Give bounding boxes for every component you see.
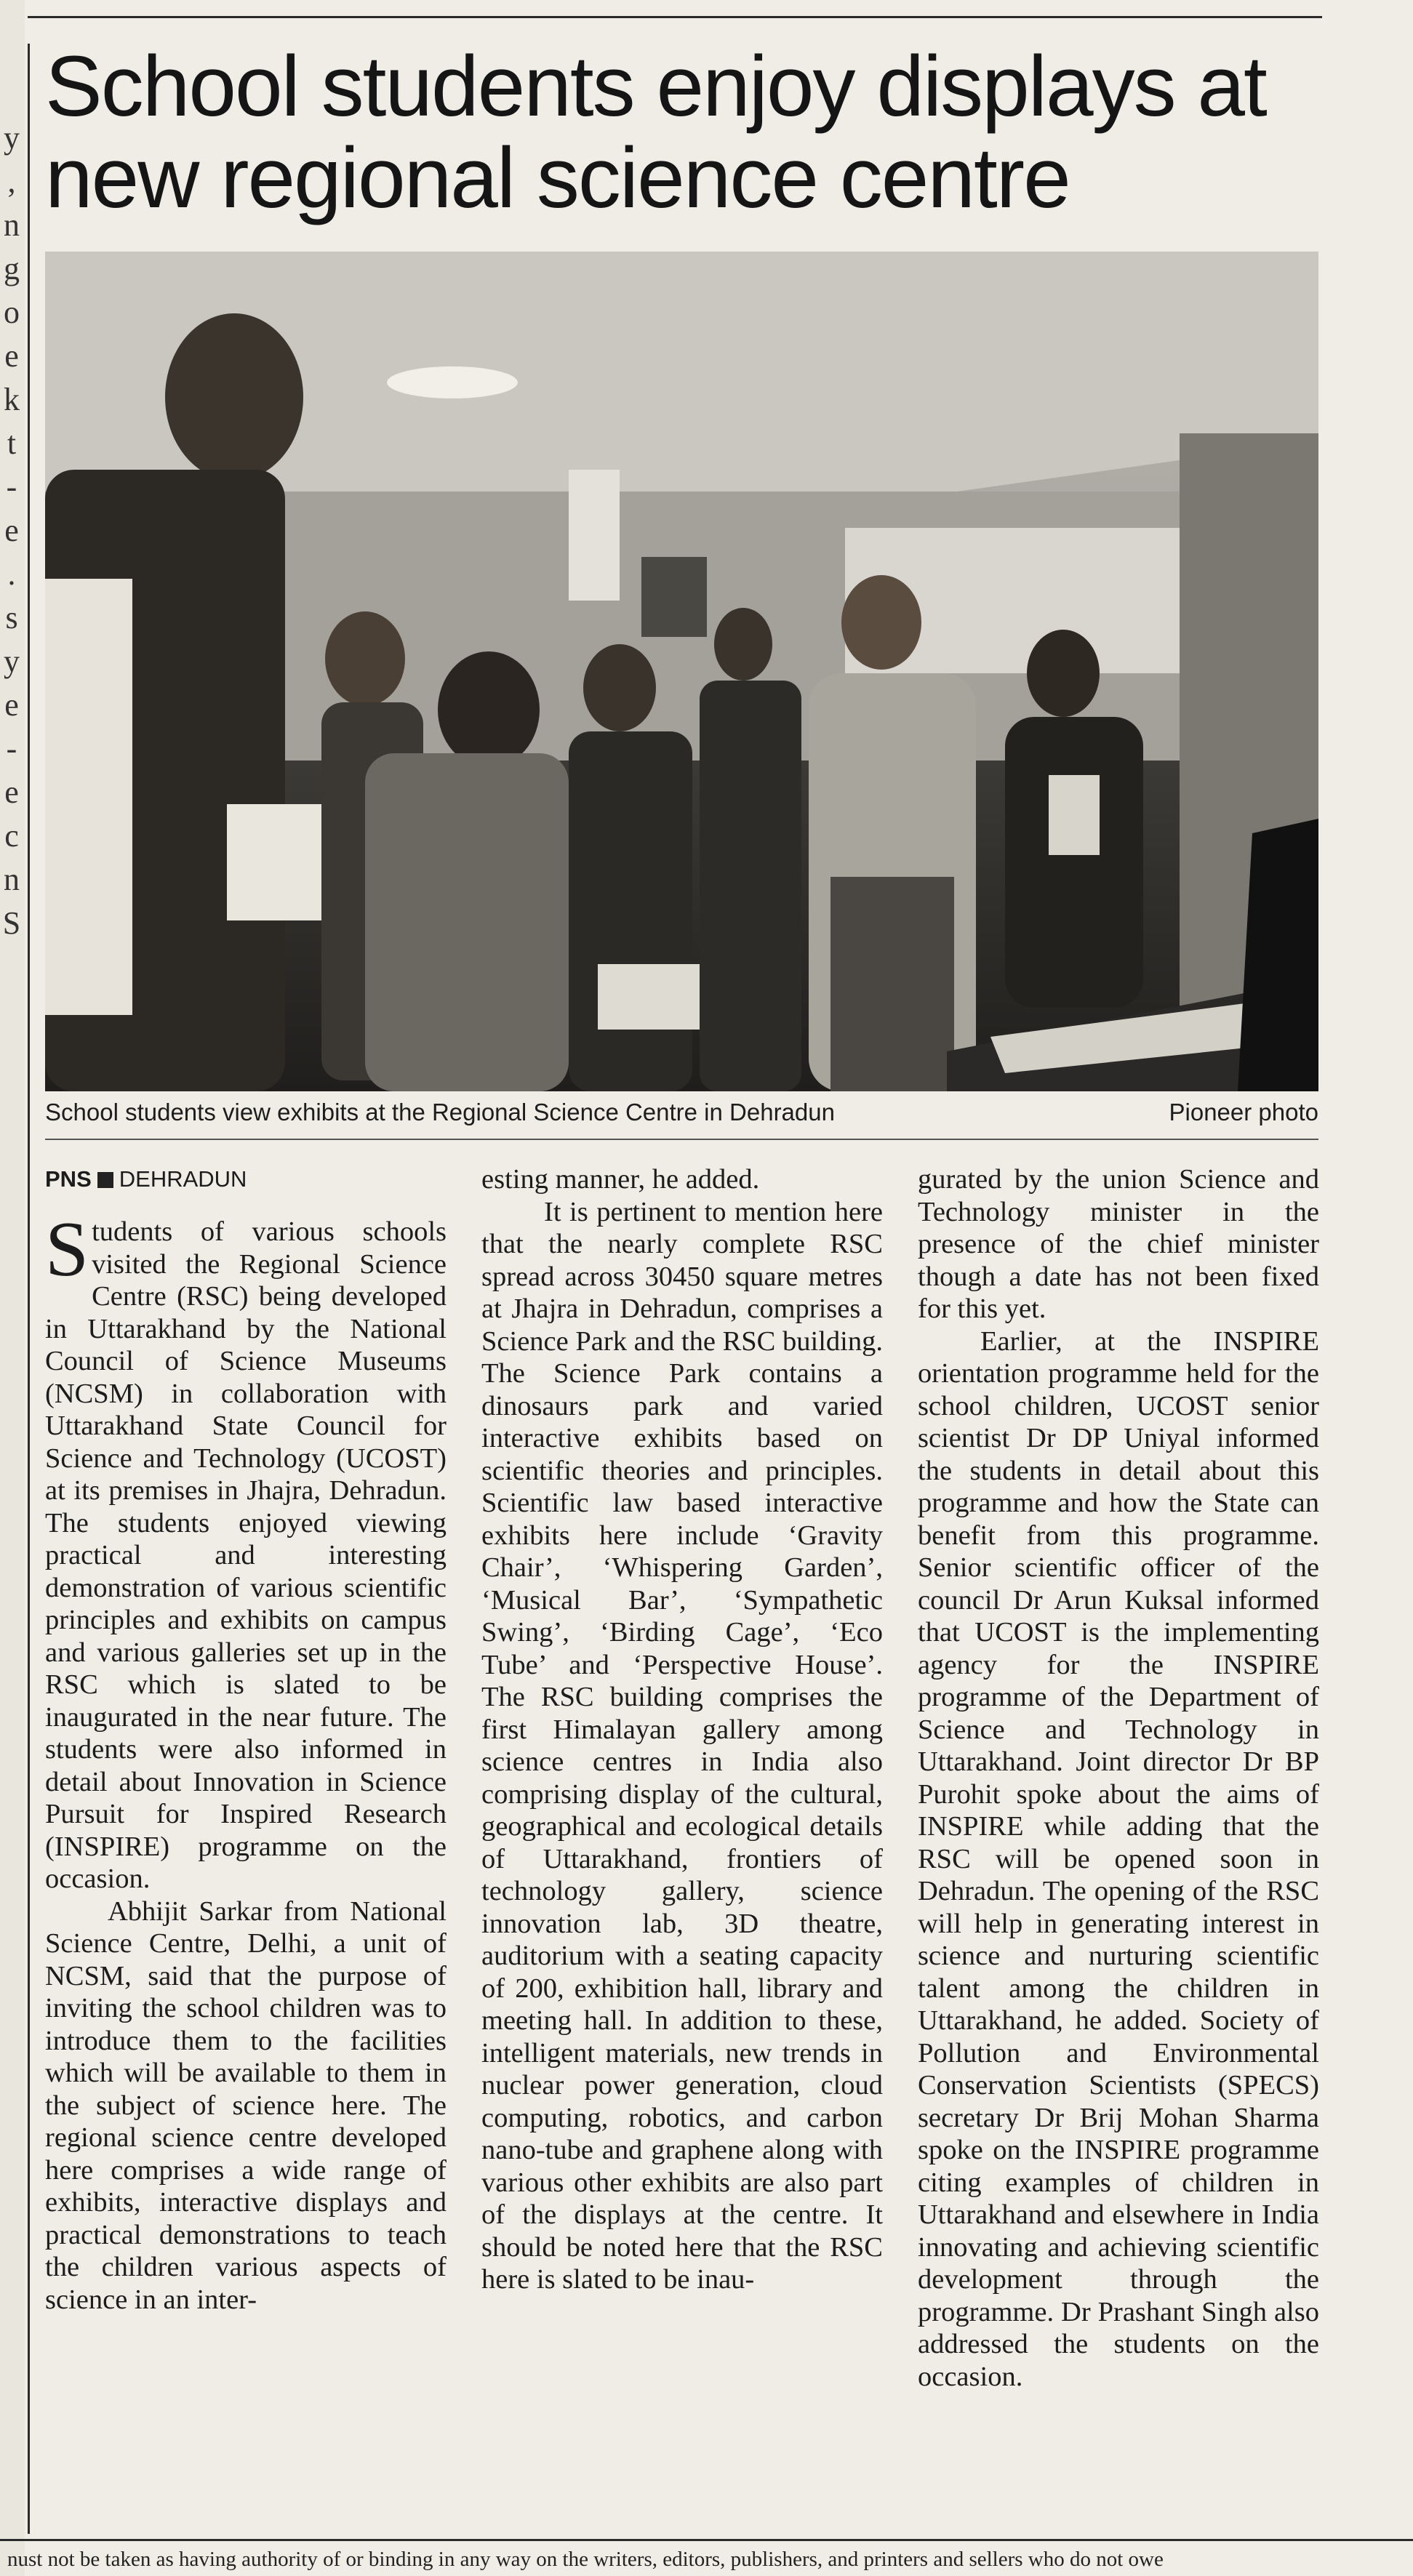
footer-disclaimer: nust not be taken as having authority of or binding in any way on the writers, editors, publishers, and printers and sellers who do not owe [7,2548,1164,2571]
paragraph: esting manner, he added. [481,1164,760,1195]
paragraph: Earlier, at the INSPIRE orientation programme held for the school children, UCOST senior scientist Dr DP Uniyal informed the students in detail about this programme and how the State can benefit from this programme. Senior scientific officer of the council Dr Arun Kuksal informed that UCOST is the implementing agency for the INSPIRE programme of the Department of Science and Technology in Uttarakhand. Joint director Dr BP Purohit spoke about the aims of INSPIRE while adding that the RSC will be opened soon in Dehradun. The opening of the RSC will help in generating interest in science and nurturing scientific talent among the children in Uttarakhand, he added. Society of Pollution and Environmental Conservation Scientists (SPECS) secretary Dr Brij Mohan Sharma spoke on the INSPIRE programme citing examples of children in Uttarakhand and elsewhere in India innovating and achieving scientific development through the programme. Dr Prashant Singh also addressed the students on the occasion. [918,1325,1319,2392]
article-column-3 [918,1163,1319,2393]
photo-illustration [45,252,1318,1091]
dateline [45,1163,447,1195]
paragraph: It is pertinent to mention here that the nearly complete RSC spread across 30450 square metres at Jhajra in Dehradun, comprises a Science Park and the RSC building. The Science Park contains a dinosaurs park and varied interactive exhibits based on scientific theories and principles. Scientific law based interactive exhibits here include ‘Gravity Chair’, ‘Whispering Garden’, ‘Musical Bar’, ‘Sympathetic Swing’, ‘Birding Cage’, ‘Eco Tube’ and ‘Perspective House’. The RSC building comprises the first Himalayan gallery among science centres in India also comprising display of the cultural, geographical and ecological details of Uttarakhand, frontiers of technology gallery, science innovation lab, 3D theatre, auditorium with a seating capacity of 200, exhibition hall, library and meeting hall. In addition to these, intelligent materials, new trends in nuclear power generation, cloud computing, robotics, and carbon nano-tube and graphene along with various other exhibits are also part of the displays at the centre. It should be noted here that the RSC here is slated to be inau- [481,1196,883,2295]
paragraph: Abhijit Sarkar from National Science Centre, Delhi, a unit of NCSM, said that the purpose of inviting the school children was to introduce them to the facilities which will be available to them in the subject of science here. The regional science centre developed here comprises a wide range of exhibits, interactive displays and practical demonstrations to teach the children various aspects of science in an inter- [45,1895,447,2315]
margin-fragment: c [4,818,19,854]
paragraph [45,1206,447,1895]
margin-fragment: s [5,600,18,635]
paragraph: gurated by the union Science and Technology minister in the presence of the chief minister though a date has not been fixed for this yet. [918,1164,1319,1324]
margin-fragment: e [4,687,19,723]
left-column-rule [28,44,30,2534]
margin-fragment: e [4,513,19,548]
margin-fragment: n [4,862,20,897]
bottom-rule [0,2539,1413,2541]
margin-fragment: - [6,731,17,766]
margin-fragment: . [7,556,16,592]
top-rule [28,16,1322,18]
margin-fragment: e [4,338,19,374]
margin-fragment: y [4,643,20,679]
headline: School students enjoy displays at new regional science centre [45,39,1266,226]
margin-fragment: o [4,294,20,330]
photo-credit: Pioneer photo [1169,1099,1318,1126]
paragraph-text: tudents of various schools visited the Regional Science Centre (RSC) being developed in Uttarakhand by the National Council of Science Museums (NCSM) in collaboration with Uttarakhand State Council for Science and Technology (UCOST) at its premises in Jhajra, Dehradun. The students enjoyed viewing practical and interesting demonstration of various scientific principles and exhibits on campus and various galleries set up in the RSC which is slated to be inaugurated in the near future. The students were also informed in detail about Innovation in Science Pursuit for Inspired Research (INSPIRE) programme on the occasion. [45,1216,447,1894]
article-photo [45,252,1318,1091]
article-column-2 [481,1163,883,2296]
margin-fragment: , [7,164,16,199]
margin-fragment: e [4,774,19,810]
adjacent-column-fragments [1,116,22,945]
dateline-agency: PNS [45,1166,92,1192]
photo-caption: School students view exhibits at the Regional Science Centre in Dehradun [45,1099,835,1126]
caption-rule [45,1139,1318,1140]
margin-fragment: - [6,469,17,505]
margin-fragment: n [4,207,20,243]
margin-fragment: t [7,425,17,461]
drop-cap: S [45,1206,89,1293]
article-column-1 [45,1163,447,2316]
margin-fragment: k [4,382,20,417]
dateline-place: DEHRADUN [119,1166,247,1192]
dateline-square-icon [97,1172,113,1188]
adjacent-column-edge [0,0,25,2576]
photo-caption-row [45,1096,1318,1128]
margin-fragment: y [4,120,20,156]
margin-fragment: g [4,251,20,286]
margin-fragment: S [2,905,21,941]
